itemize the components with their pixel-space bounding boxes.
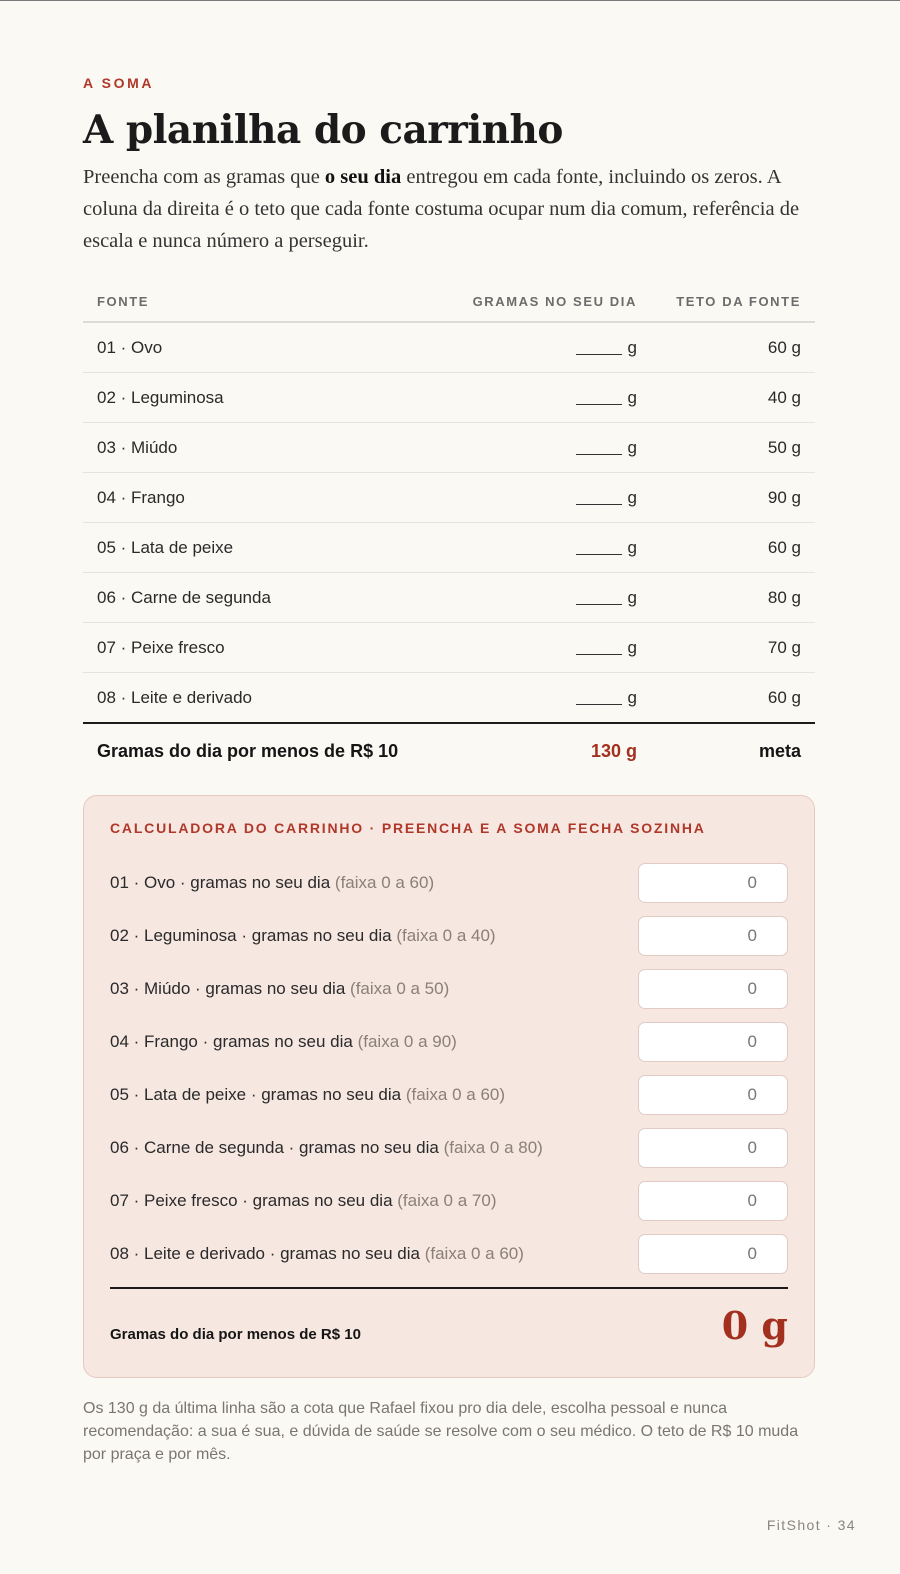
row-cap: 70 g (767, 637, 801, 657)
grams-input[interactable] (638, 969, 788, 1009)
row-unit: g (627, 487, 637, 507)
row-cap: 60 g (767, 537, 801, 557)
calculator-row-label (110, 979, 449, 999)
intro-bold: o seu dia (324, 166, 402, 188)
table-row (83, 323, 815, 373)
footnote: Os 130 g da última linha são a cota que Rafael fixou pro dia dele, escolha pessoal e nunca recomendação: a sua é sua, e dúvida de saúde se resolve com o seu médico. O teto de R$ 10 muda por praça e por mês. (83, 1400, 799, 1463)
footer-label: Gramas do dia por menos de R$ 10 (97, 740, 399, 761)
blank-line (576, 342, 622, 355)
row-unit: g (627, 387, 637, 407)
calculator-range: (faixa 0 a 80) (443, 1137, 543, 1157)
calculator-label-text: 02 · Leguminosa · gramas no seu dia (110, 925, 392, 945)
row-cap: 80 g (767, 587, 801, 607)
row-cap: 40 g (767, 387, 801, 407)
grams-table (83, 281, 815, 778)
blank-line (576, 542, 622, 555)
calculator-row (110, 1121, 788, 1174)
row-grams-blank (437, 438, 637, 458)
section-eyebrow: A SOMA (83, 75, 155, 91)
row-source: 01 · Ovo (97, 337, 163, 357)
calculator-total-value: 0 g (721, 1303, 788, 1348)
grams-input[interactable] (638, 1128, 788, 1168)
calculator-label-text: 06 · Carne de segunda · gramas no seu dia (110, 1137, 439, 1157)
row-unit: g (627, 587, 637, 607)
row-unit: g (627, 437, 637, 457)
calculator-label-text: 04 · Frango · gramas no seu dia (110, 1031, 353, 1051)
intro-text-1: Preencha com as gramas que (83, 166, 325, 188)
calculator-label-text: 01 · Ovo · gramas no seu dia (110, 872, 331, 892)
table-header (83, 281, 815, 323)
header-cap: TETO DA FONTE (676, 293, 801, 309)
header-source: FONTE (97, 293, 150, 309)
row-grams-blank (437, 338, 637, 358)
row-source: 07 · Peixe fresco (97, 637, 225, 657)
blank-line (576, 442, 622, 455)
calculator-range: (faixa 0 a 60) (334, 872, 435, 892)
calculator-range: (faixa 0 a 40) (396, 925, 496, 945)
blank-line (576, 392, 622, 405)
calculator-row-label (110, 873, 434, 893)
table-row (83, 523, 815, 573)
calculator-row (110, 1015, 788, 1068)
header-grams: GRAMAS NO SEU DIA (472, 293, 637, 309)
calculator-divider (110, 1287, 788, 1289)
footer-note: meta (758, 740, 801, 761)
calculator-label-text: 07 · Peixe fresco · gramas no seu dia (110, 1190, 393, 1210)
calculator-row (110, 1174, 788, 1227)
row-unit: g (627, 337, 637, 357)
intro-text-2: entregou em cada fonte, incluindo os zeros. A coluna da direita é o teto que cada fonte costuma ocupar num dia comum, referência de escala e nunca número a perseguir. (83, 166, 800, 252)
row-unit: g (627, 537, 637, 557)
row-source: 06 · Carne de segunda (97, 587, 271, 607)
blank-line (576, 492, 622, 505)
row-grams-blank (437, 688, 637, 708)
calculator-range: (faixa 0 a 60) (405, 1084, 506, 1104)
grams-input[interactable] (638, 1234, 788, 1274)
calculator-row (110, 1227, 788, 1280)
row-grams-blank (437, 588, 637, 608)
footer-total: 130 g (590, 740, 637, 761)
calculator-label-text: 05 · Lata de peixe · gramas no seu dia (110, 1084, 402, 1104)
row-grams-blank (437, 388, 637, 408)
grams-input[interactable] (638, 863, 788, 903)
row-source: 08 · Leite e derivado (97, 687, 252, 707)
page-number: FitShot · 34 (766, 1517, 856, 1533)
table-row (83, 673, 815, 724)
calculator-title: CALCULADORA DO CARRINHO · PREENCHA E A SOMA FECHA SOZINHA (110, 820, 706, 836)
calculator-range: (faixa 0 a 70) (397, 1190, 497, 1210)
row-cap: 60 g (767, 687, 801, 707)
calculator-range: (faixa 0 a 90) (357, 1031, 457, 1051)
row-grams-blank (437, 638, 637, 658)
intro-paragraph (83, 161, 815, 257)
row-cap: 90 g (767, 487, 801, 507)
blank-line (576, 692, 622, 705)
calculator-row-label (110, 1191, 497, 1211)
grams-input[interactable] (638, 1075, 788, 1115)
table-row (83, 623, 815, 673)
row-cap: 60 g (767, 337, 801, 357)
table-row (83, 473, 815, 523)
cart-calculator (83, 795, 815, 1378)
calculator-row (110, 962, 788, 1015)
grams-input[interactable] (638, 1022, 788, 1062)
calculator-row (110, 909, 788, 962)
grams-input[interactable] (638, 1181, 788, 1221)
row-unit: g (627, 637, 637, 657)
row-grams-blank (437, 488, 637, 508)
table-row (83, 423, 815, 473)
row-unit: g (627, 687, 637, 707)
calculator-total-label: Gramas do dia por menos de R$ 10 (110, 1326, 361, 1343)
row-cap: 50 g (767, 437, 801, 457)
page-title: A planilha do carrinho (83, 107, 563, 153)
table-footer (83, 724, 815, 778)
calculator-row-label (110, 1085, 505, 1105)
calculator-label-text: 08 · Leite e derivado · gramas no seu dia (110, 1243, 420, 1263)
calculator-range: (faixa 0 a 50) (350, 978, 450, 998)
calculator-range: (faixa 0 a 60) (424, 1243, 524, 1263)
blank-line (576, 642, 622, 655)
table-row (83, 573, 815, 623)
row-source: 05 · Lata de peixe (97, 537, 234, 557)
calculator-row-label (110, 1032, 457, 1052)
calculator-rows (110, 856, 788, 1280)
calculator-row-label (110, 1138, 543, 1158)
table-row (83, 373, 815, 423)
row-source: 04 · Frango (97, 487, 185, 507)
calculator-label-text: 03 · Miúdo · gramas no seu dia (110, 978, 346, 998)
calculator-row (110, 856, 788, 909)
table-body (83, 323, 815, 724)
row-source: 02 · Leguminosa (97, 387, 224, 407)
calculator-row-label (110, 926, 496, 946)
calculator-row (110, 1068, 788, 1121)
blank-line (576, 592, 622, 605)
calculator-row-label (110, 1244, 524, 1264)
grams-input[interactable] (638, 916, 788, 956)
row-grams-blank (437, 538, 637, 558)
row-source: 03 · Miúdo (97, 437, 178, 457)
